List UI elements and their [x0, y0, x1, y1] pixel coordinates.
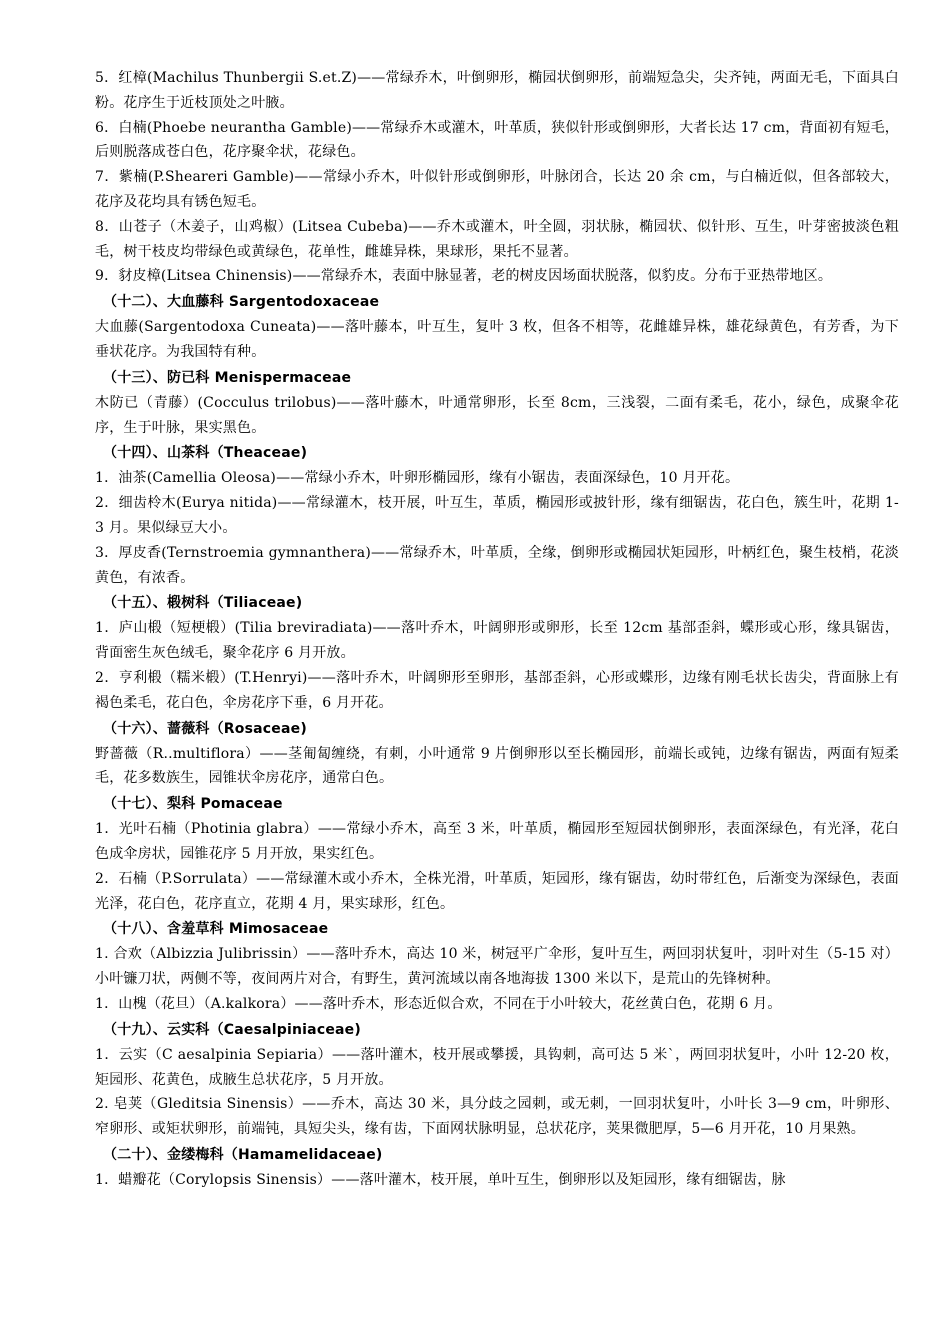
section-heading-tiliaceae: （十五）、椴树科（Tiliaceae)	[103, 595, 303, 612]
paragraph-machilus-thunbergii: 5．红樟(Machilus Thunbergii S.et.Z)——常绿乔木，叶倒卵形，椭园状倒卵形，前端短急尖，尖齐钝，两面无毛，下面具白粉。花序生于近枝顶处之叶腋。	[95, 70, 899, 111]
paragraph-phoebe-neurantha: 6．白楠(Phoebe neurantha Gamble)——常绿乔木或灌木，叶革质，狭似针形或倒卵形，大者长达 17 cm，背面初有短毛，后则脱落成苍白色，花序聚伞状，花绿色。	[95, 119, 899, 161]
paragraph-litsea-cubeba: 8．山苍子（木姜子，山鸡椒）(Litsea Cubeba)——乔木或灌木，叶全圆，羽状脉，椭园状、似针形、互生，叶芽密披淡色粗毛，树干枝皮均带绿色或黄绿色，花单性，雌雄异株，果球形，果托不显著。	[95, 218, 899, 260]
section-heading-caesalpiniaceae: （十九）、云实科（Caesalpiniaceae)	[103, 1021, 361, 1038]
paragraph-photinia-glabra: 1．光叶石楠（Photinia glabra）——常绿小乔木，高至 3 米，叶革质，椭园形至短园状倒卵形，表面深绿色，有光泽，花白色成伞房状，园锥花序 5 月开放，果实红色。	[95, 821, 899, 862]
paragraph-sargentodoxa-cuneata: 大血藤(Sargentodoxa Cuneata)——落叶藤本，叶互生，复叶 3 枚，但各不相等，花雌雄异株，雄花绿黄色，有芳香，为下垂状花序。为我国特有种。	[95, 319, 899, 360]
document-page	[95, 66, 899, 1193]
section-heading-sargentodoxaceae: （十二）、大血藤科 Sargentodoxaceae	[103, 294, 380, 311]
paragraph-corylopsis-sinensis: 1．蜡瓣花（Corylopsis Sinensis）——落叶灌木，枝开展，单叶互生，倒卵形以及矩园形，缘有细锯齿，脉	[95, 1171, 786, 1188]
paragraph-rosa-multiflora: 野蔷薇（R..multiflora）——茎匍匐缠绕，有刺，小叶通常 9 片倒卵形以至长椭园形，前端长或钝，边缘有锯齿，两面有短柔毛，花多数族生，园锥状伞房花序，通常白色。	[95, 745, 899, 787]
paragraph-phoebe-sheareri: 7．紫楠(P.Sheareri Gamble)——常绿小乔木，叶似针形或倒卵形，叶脉闭合，长达 20 余 cm，与白楠近似，但各部较大，花序及花均具有锈色短毛。	[95, 169, 899, 210]
paragraph-tilia-breviradiata: 1．庐山椴（短梗椴）(Tilia breviradiata)——落叶乔木，叶阔卵形或卵形，长至 12cm 基部歪斜，蝶形或心形，缘具锯齿，背面密生灰色绒毛，聚伞花序 6 月开放。	[95, 620, 899, 662]
paragraph-albizzia-kalkora: 1．山槐（花旦）（A.kalkora）——落叶乔木，形态近似合欢，不同在于小叶较大，花丝黄白色，花期 6 月。	[95, 995, 782, 1012]
paragraph-photinia-serrulata: 2．石楠（P.Sorrulata）——常绿灌木或小乔木，全株光滑，叶革质，矩园形，缘有锯齿，幼时带红色，后渐变为深绿色，表面光泽，花白色，花序直立，花期 4 月，果实球形，红色。	[95, 870, 899, 912]
paragraph-albizzia-julibrissin: 1. 合欢（Albizzia Julibrissin）——落叶乔木，高达 10 米，树冠平广伞形，复叶互生，两回羽状复叶，羽叶对生（5-15 对）小叶镰刀状，两侧不等，夜间两片对合，有野生，黄河流域以南各地海拔 1300 米以下，是荒山的先锋树种。	[95, 946, 899, 988]
paragraph-cocculus-trilobus: 木防已（青藤）(Cocculus trilobus)——落叶藤木，叶通常卵形，长至 8cm，三浅裂，二面有柔毛，花小，绿色，成聚伞花序，生于叶脉，果实黑色。	[95, 394, 899, 436]
section-heading-pomaceae: （十七）、梨科 Pomaceae	[103, 796, 283, 813]
section-heading-mimosaceae: （十八）、含羞草科 Mimosaceae	[103, 921, 329, 938]
section-heading-theaceae: （十四）、山茶科（Theaceae)	[103, 445, 308, 462]
paragraph-eurya-nitida: 2．细齿柃木(Eurya nitida)——常绿灌木，枝开展，叶互生，革质，椭园形或披针形，缘有细锯齿，花白色，簇生叶，花期 1-3 月。果似绿豆大小。	[95, 495, 899, 536]
paragraph-camellia-oleosa: 1．油茶(Camellia Oleosa)——常绿小乔木，叶卵形椭园形，缘有小锯齿，表面深绿色，10 月开花。	[95, 470, 740, 487]
paragraph-tilia-henryi: 2．亨利椴（糯米椴）(T.Henryi)——落叶乔木，叶阔卵形至卵形，基部歪斜，心形或蝶形，边缘有刚毛状长齿尖，背面脉上有褐色柔毛，花白色，伞房花序下垂，6 月开花。	[95, 669, 899, 711]
section-heading-hamamelidaceae: （二十）、金缕梅科（Hamamelidaceae)	[103, 1146, 383, 1163]
paragraph-litsea-chinensis: 9．豺皮樟(Litsea Chinensis)——常绿乔木，表面中脉显著，老的树皮因场面状脱落，似豹皮。分布于亚热带地区。	[95, 268, 833, 285]
paragraph-gleditsia-sinensis: 2. 皂荚（Gleditsia Sinensis）——乔木，高达 30 米，具分歧之园刺，或无刺，一回羽状复叶，小叶长 3—9 cm，叶卵形、窄卵形、或矩状卵形，前端钝，具短尖头，缘有齿，下面网状脉明显，总状花序，荚果微肥厚，5—6 月开花，10 月果熟。	[95, 1096, 899, 1138]
paragraph-ternstroemia: 3．厚皮香(Ternstroemia gymnanthera)——常绿乔木，叶革质，全缘，倒卵形或椭园状矩园形，叶柄红色，聚生枝梢，花淡黄色，有浓香。	[95, 544, 899, 586]
section-heading-rosaceae: （十六）、蔷薇科（Rosaceae)	[103, 720, 307, 737]
paragraph-caesalpinia-sepiaria: 1．云实（C aesalpinia Sepiaria）——落叶灌木，枝开展或攀援，具钩刺，高可达 5 米`，两回羽状复叶，小叶 12-20 枚，矩园形、花黄色，成腋生总状花序，5 月开放。	[95, 1046, 899, 1088]
section-heading-menispermaceae: （十三）、防已科 Menispermaceae	[103, 369, 352, 386]
